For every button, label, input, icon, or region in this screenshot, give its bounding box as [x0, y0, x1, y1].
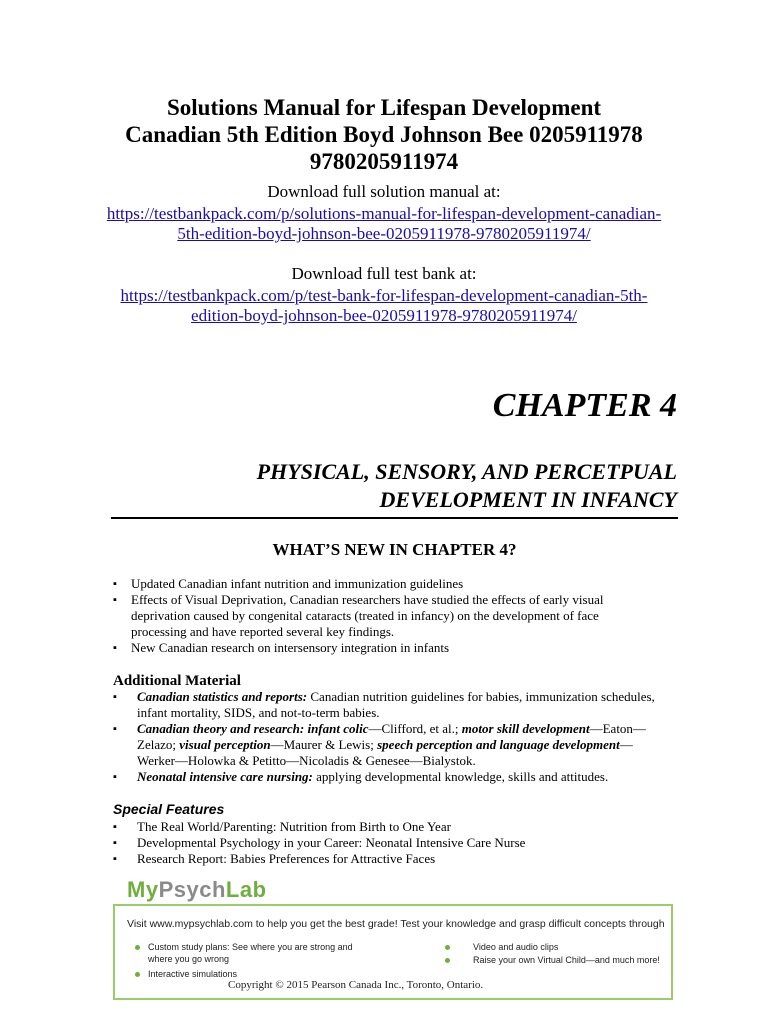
item-term: motor skill development: [461, 721, 590, 736]
solution-url-line-2[interactable]: 5th-edition-boyd-johnson-bee-0205911978-9780205911974/: [177, 224, 591, 243]
additional-material-list: [113, 689, 658, 785]
bullet-dot-icon: [445, 958, 450, 963]
item-term: Canadian statistics and reports:: [137, 689, 308, 704]
item-text: —Werker—Holowka & Petitto—Nicoladis & Genesee—Bialystok.: [137, 737, 633, 768]
additional-material-heading: Additional Material: [113, 673, 241, 689]
list-item: ▪ Developmental Psychology in your Career: Neonatal Intensive Care Nurse: [113, 835, 658, 851]
bullet-dot-icon: [135, 945, 140, 950]
bullet-dot-icon: [445, 945, 450, 950]
item-text: —Clifford, et al.;: [368, 721, 462, 736]
chapter-title-line-2: DEVELOPMENT IN INFANCY: [379, 487, 677, 512]
list-item: ▪ Updated Canadian infant nutrition and immunization guidelines: [113, 576, 643, 592]
title-line-2: Canadian 5th Edition Boyd Johnson Bee 0205911978: [125, 122, 643, 147]
download-testbank-label: Download full test bank at:: [291, 264, 477, 283]
testbank-link[interactable]: [60, 286, 708, 326]
testbank-url-line-2[interactable]: edition-boyd-johnson-bee-0205911978-9780205911974/: [191, 306, 577, 325]
list-item: ▪ Effects of Visual Deprivation, Canadian researchers have studied the effects of early visual deprivation caused by congenital cataracts (treated in infancy) on the development of face processing and have reported several key findings.: [113, 592, 643, 640]
item-text: —Maurer & Lewis;: [270, 737, 378, 752]
promo-item: Video and audio clips: [473, 942, 559, 952]
special-features-heading: Special Features: [113, 801, 225, 817]
promo-intro: Visit www.mypsychlab.com to help you get the best grade! Test your knowledge and grasp difficult concepts through: [127, 918, 665, 930]
title-line-1: Solutions Manual for Lifespan Development: [166, 95, 602, 120]
whats-new-list: [113, 576, 643, 656]
chapter-title-line-1: PHYSICAL, SENSORY, AND PERCETPUAL: [256, 459, 677, 484]
list-item: ▪ The Real World/Parenting: Nutrition from Birth to One Year: [113, 819, 658, 835]
list-item: [113, 769, 658, 785]
list-item: ▪ New Canadian research on intersensory integration in infants: [113, 640, 643, 656]
solution-manual-link[interactable]: [60, 204, 708, 244]
testbank-url-line-1[interactable]: https://testbankpack.com/p/test-bank-for-lifespan-development-canadian-5th-: [120, 286, 648, 305]
list-item: [113, 689, 658, 721]
item-text: Canadian nutrition guidelines for babies, immunization schedules, infant mortality, SIDS, and not-to-term babies.: [137, 689, 655, 720]
special-features-list: [113, 819, 658, 867]
item-term: Neonatal intensive care nursing:: [137, 769, 313, 784]
heading-divider: [111, 517, 678, 519]
chapter-label: CHAPTER 4: [492, 387, 677, 424]
item-text: applying developmental knowledge, skills and attitudes.: [312, 769, 609, 784]
promo-item: Raise your own Virtual Child—and much more!: [473, 955, 660, 965]
item-term: Canadian theory and research: infant colic: [137, 721, 369, 736]
solution-url-line-1[interactable]: https://testbankpack.com/p/solutions-manual-for-lifespan-development-canadian-: [106, 204, 662, 223]
mypsychlab-logo: MyPsychLab: [127, 877, 267, 902]
promo-item: Custom study plans: See where you are strong and where you go wrong: [148, 942, 353, 964]
item-term: speech perception and language development: [377, 737, 620, 752]
list-item: [113, 721, 658, 769]
list-item: ▪ Research Report: Babies Preferences for Attractive Faces: [113, 851, 658, 867]
bullet-dot-icon: [135, 972, 140, 977]
document-title: [80, 94, 688, 175]
whats-new-heading: WHAT’S NEW IN CHAPTER 4?: [272, 540, 517, 559]
download-solution-label: Download full solution manual at:: [267, 182, 501, 201]
chapter-title: [117, 458, 677, 514]
item-term: visual perception: [179, 737, 271, 752]
promo-item: Interactive simulations: [148, 969, 238, 979]
copyright-footer: Copyright © 2015 Pearson Canada Inc., Toronto, Ontario.: [228, 979, 484, 991]
item-text: —Eaton—Zelazo;: [137, 721, 646, 752]
title-line-3: 9780205911974: [309, 149, 459, 174]
